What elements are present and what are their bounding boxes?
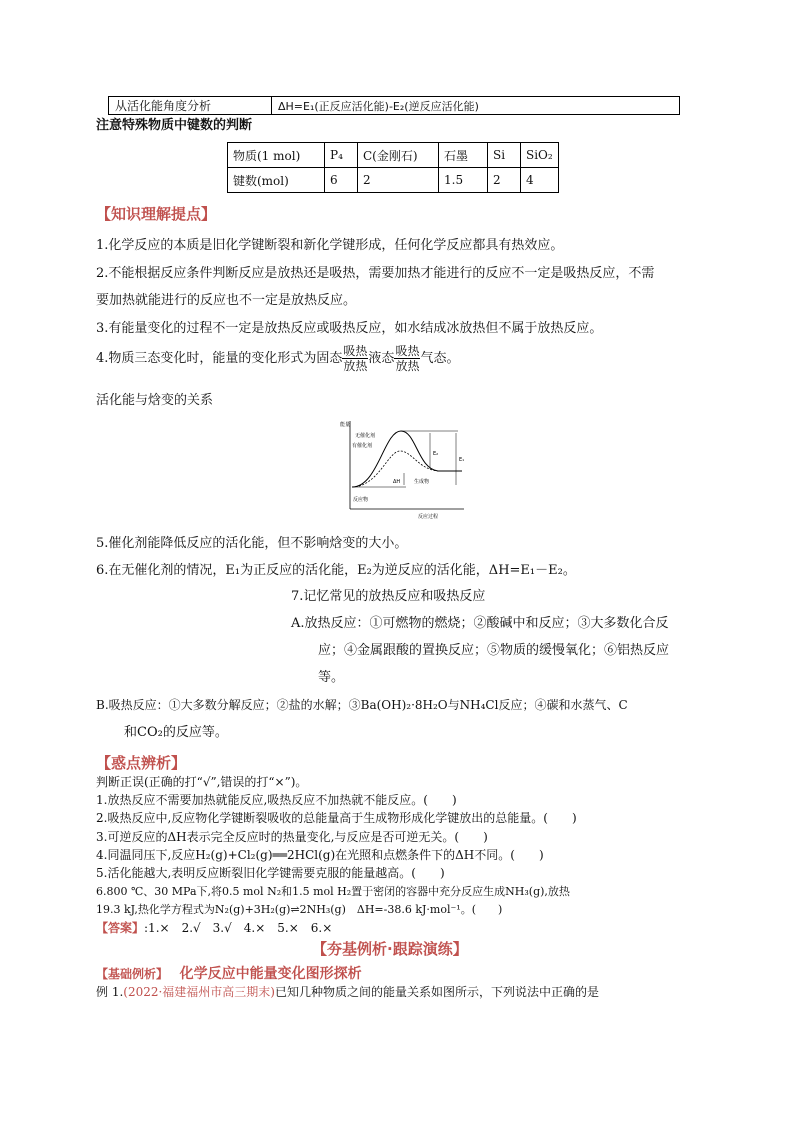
point-6: 6.在无催化剂的情况，E₁为正反应的活化能，E₂为逆反应的活化能，ΔH=E₁－E₂。 [96,563,576,578]
bond-table-cell: C(金刚石) [358,143,439,168]
bond-table-cell: SiO₂ [521,143,559,168]
judge-q4: 4.同温同压下,反应H₂(g)+Cl₂(g)══2HCl(g)在光照和点燃条件下的ΔH不同。( ) [96,848,544,862]
point-7: 7.记忆常见的放热反应和吸热反应 [291,589,486,604]
point-4-mid: 液态 [368,351,395,366]
section-title-knowledge: 【知识理解提点】 [96,205,217,223]
bond-count-table [227,142,559,193]
point-7b-line2: 和CO₂的反应等。 [124,725,228,740]
bond-table-cell: 1.5 [439,168,488,193]
point-7a-line3: 等。 [318,670,345,685]
point-1: 1.化学反应的本质是旧化学键断裂和新化学键形成，任何化学反应都具有热效应。 [96,238,564,253]
judge-q3: 3.可逆反应的ΔH表示完全反应时的热量变化,与反应是否可逆无关。( ) [96,830,488,844]
bond-table-cell: Si [488,143,521,168]
point-7a-line1: A.放热反应：①可燃物的燃烧；②酸碱中和反应；③大多数化合反 [291,616,669,631]
bond-table-cell: 4 [521,168,559,193]
answer-label: 【答案】 [96,921,145,935]
release-label: 放热 [343,359,368,373]
catalyst-label: 有催化剂 [352,443,373,449]
point-4-prefix: 4.物质三态变化时，能量的变化形式为固态 [96,351,343,366]
release-label: 放热 [395,359,420,373]
bond-table-cell: 6 [325,168,358,193]
point-4 [96,344,459,374]
point-2b: 要加热就能进行的反应也不一定是放热反应。 [96,293,357,308]
reactant-label: 反应物 [353,497,369,503]
answer-text: :1.× 2.√ 3.√ 4.× 5.× 6.× [144,921,333,935]
bond-table-cell: 键数(mol) [228,168,325,193]
energy-diagram [338,417,468,521]
point-5: 5.催化剂能降低反应的活化能，但不影响焓变的大小。 [96,536,408,551]
absorb-label: 吸热 [343,344,368,358]
point-2a: 2.不能根据反应条件判断反应是放热还是吸热，需要加热才能进行的反应不一定是吸热反应，不需 [96,266,655,281]
activation-enthalpy-title: 活化能与焓变的关系 [96,393,214,408]
judge-q6a: 6.800 ℃、30 MPa下,将0.5 mol N₂和1.5 mol H₂置于密闭的容器中充分反应生成NH₃(g),放热 [96,885,570,898]
y-axis-label: 能量 [340,422,351,428]
activation-table-right: ΔH=E₁(正反应活化能)-E₂(逆反应活化能) [272,97,680,115]
answer-line [96,920,332,936]
judge-q2: 2.吸热反应中,反应物化学键断裂吸收的总能量高于生成物形成化学键放出的总能量。( ) [96,811,577,825]
note-title: 注意特殊物质中键数的判断 [96,118,253,133]
bond-table-row [228,168,559,193]
example-prefix: 例 1. [96,985,124,999]
section-title-confusion: 【惑点辨析】 [96,754,187,772]
bond-table-cell: 2 [488,168,521,193]
no-catalyst-curve [352,431,465,487]
activation-table [108,96,680,115]
x-axis-label: 反应过程 [418,514,439,520]
no-catalyst-label: 无催化剂 [355,433,376,439]
bond-table-cell: 物质(1 mol) [228,143,325,168]
phase-arrow-1 [342,344,368,373]
point-4-suffix: 气态。 [420,351,460,366]
point-7a-line2: 应；④金属跟酸的置换反应；⑤物质的缓慢氧化；⑥铝热反应 [318,643,670,658]
point-3: 3.有能量变化的过程不一定是放热反应或吸热反应，如水结成冰放热但不属于放热反应。 [96,321,603,336]
section-title-practice: 【夯基例析·跟踪演练】 [312,940,468,958]
basic-title: 化学反应中能量变化图形探析 [179,966,362,982]
example-text: 已知几种物质之间的能量关系如图所示，下列说法中正确的是 [274,985,599,999]
bond-table-cell: P₄ [325,143,358,168]
basic-example-heading [96,963,362,983]
point-7b-line1: B.吸热反应：①大多数分解反应；②盐的水解；③Ba(OH)₂·8H₂O与NH₄Cl反应；④碳和水蒸气、C [96,698,628,712]
e2-label: E₂ [433,451,439,457]
activation-table-left: 从活化能角度分析 [109,97,272,115]
bond-table-cell: 2 [358,168,439,193]
dh-label: ΔH [393,479,401,485]
judge-intro: 判断正误(正确的打“√”,错误的打“×”)。 [96,775,308,789]
example-source: (2022·福建福州市高三期末) [123,985,275,999]
judge-q6b: 19.3 kJ,热化学方程式为N₂(g)+3H₂(g)⇌2NH₃(g) ΔH=-38.6 kJ·mol⁻¹。( ) [96,903,503,916]
phase-arrow-2 [394,344,420,373]
judge-q5: 5.活化能越大,表明反应断裂旧化学键需要克服的能量越高。( ) [96,866,445,880]
product-label: 生成物 [414,479,430,485]
basic-label: 【基础例析】 [96,967,169,981]
bond-table-header-row [228,143,559,168]
judge-q1: 1.放热反应不需要加热就能反应,吸热反应不加热就不能反应。( ) [96,793,457,807]
e1-label: E₁ [459,457,465,463]
absorb-label: 吸热 [395,344,420,358]
example-1 [96,984,599,1000]
bond-table-cell: 石墨 [439,143,488,168]
